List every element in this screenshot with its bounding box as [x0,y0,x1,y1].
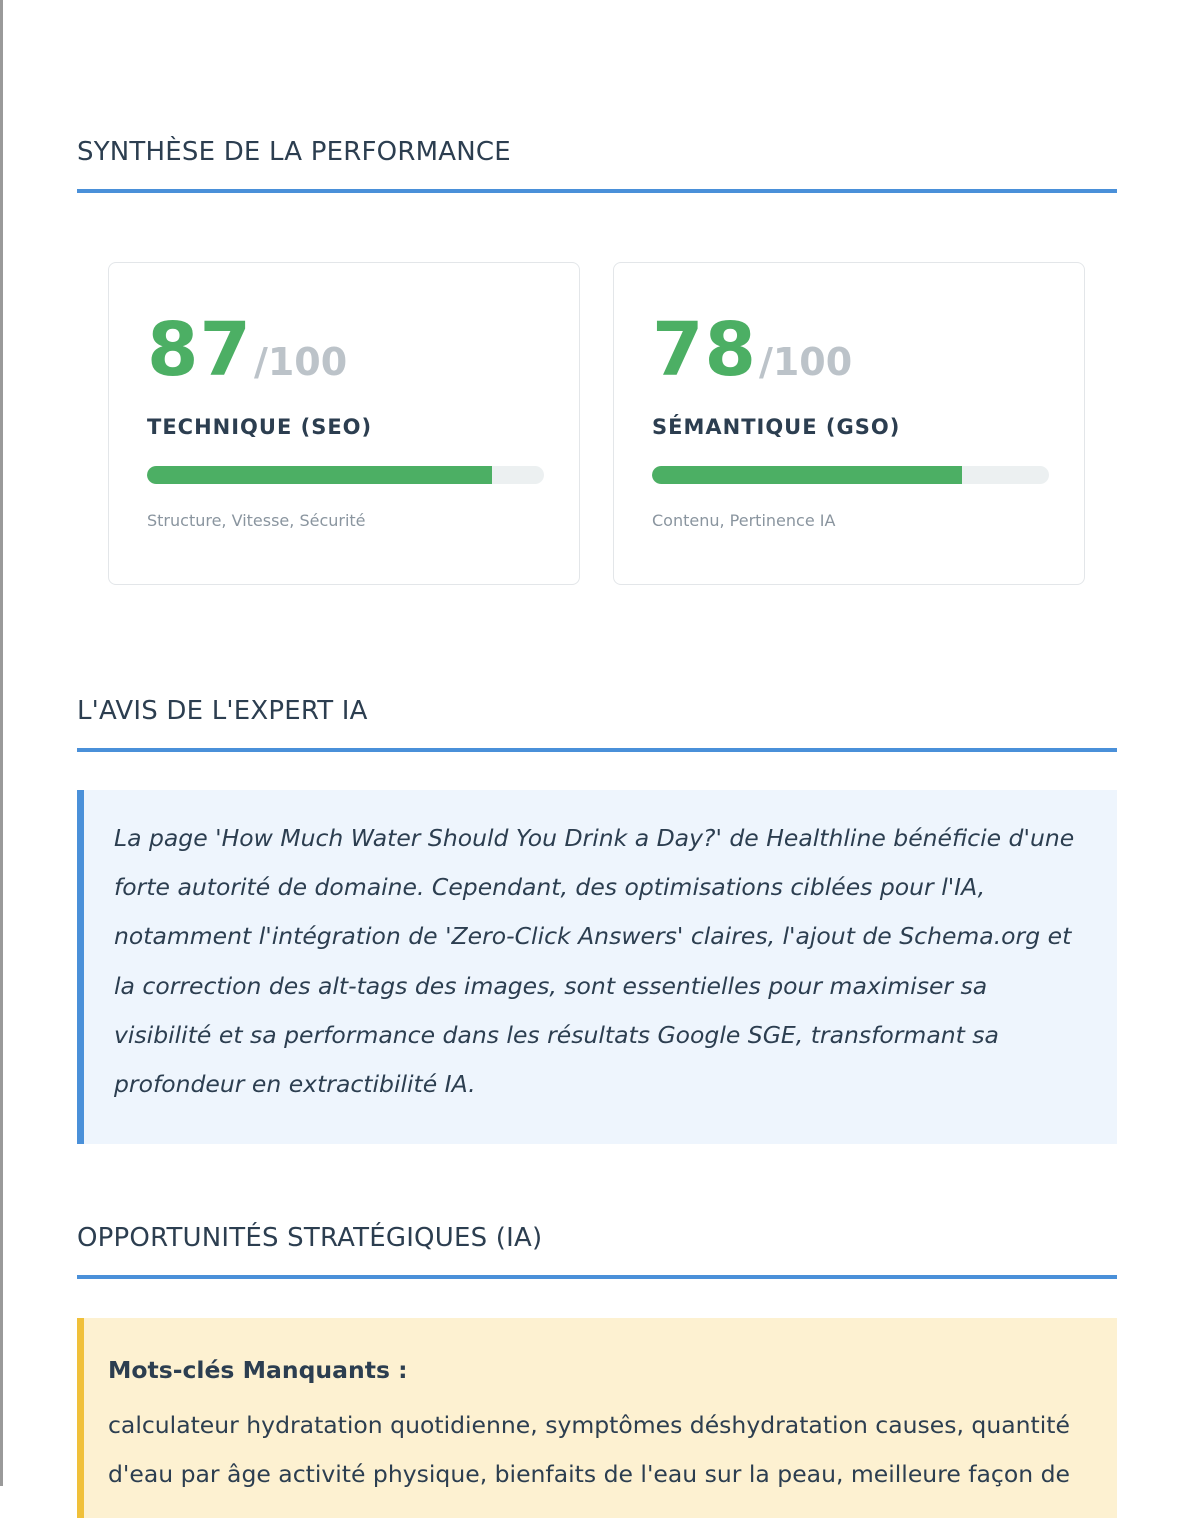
technical-progress-fill [147,466,492,484]
semantic-score-max: /100 [758,340,853,384]
technical-score-label: TECHNIQUE (SEO) [147,415,373,439]
technical-score-card [108,262,580,585]
missing-keywords-text: calculateur hydratation quotidienne, symptômes déshydratation causes, quantité d'eau par âge activité physique, bienfaits de l'eau sur la peau, meilleure façon de [108,1411,1070,1488]
expert-opinion-callout [77,790,1117,1144]
opportunities-section-title: OPPORTUNITÉS STRATÉGIQUES (IA) [77,1223,543,1253]
expert-section-divider [77,748,1117,752]
technical-score-subtitle: Structure, Vitesse, Sécurité [147,511,366,530]
left-border [0,0,3,1486]
technical-score-max: /100 [253,340,348,384]
expert-section-title: L'AVIS DE L'EXPERT IA [77,696,368,726]
semantic-progress-track [652,466,1049,484]
semantic-score [652,307,852,393]
opportunities-section-divider [77,1275,1117,1279]
performance-section-divider [77,189,1117,193]
technical-progress-track [147,466,544,484]
technical-score-value: 87 [147,307,252,393]
missing-keywords-title: Mots-clés Manquants : [108,1356,408,1384]
semantic-score-value: 78 [652,307,757,393]
expert-opinion-text: La page 'How Much Water Should You Drink a Day?' de Healthline bénéficie d'une forte autorité de domaine. Cependant, des optimisations ciblées pour l'IA, notamment l'intégration de 'Zero-Click Answers' claires, l'ajout de Schema.org et la correction des alt-tags des images, sont essentielles pour maximiser sa visibilité et sa performance dans les résultats Google SGE, transformant sa profondeur en extractibilité IA. [114,824,1075,1099]
semantic-score-subtitle: Contenu, Pertinence IA [652,511,836,530]
semantic-score-card [613,262,1085,585]
missing-keywords-callout [77,1318,1117,1518]
semantic-score-label: SÉMANTIQUE (GSO) [652,415,901,439]
technical-score [147,307,347,393]
performance-section-title: SYNTHÈSE DE LA PERFORMANCE [77,137,511,167]
semantic-progress-fill [652,466,962,484]
